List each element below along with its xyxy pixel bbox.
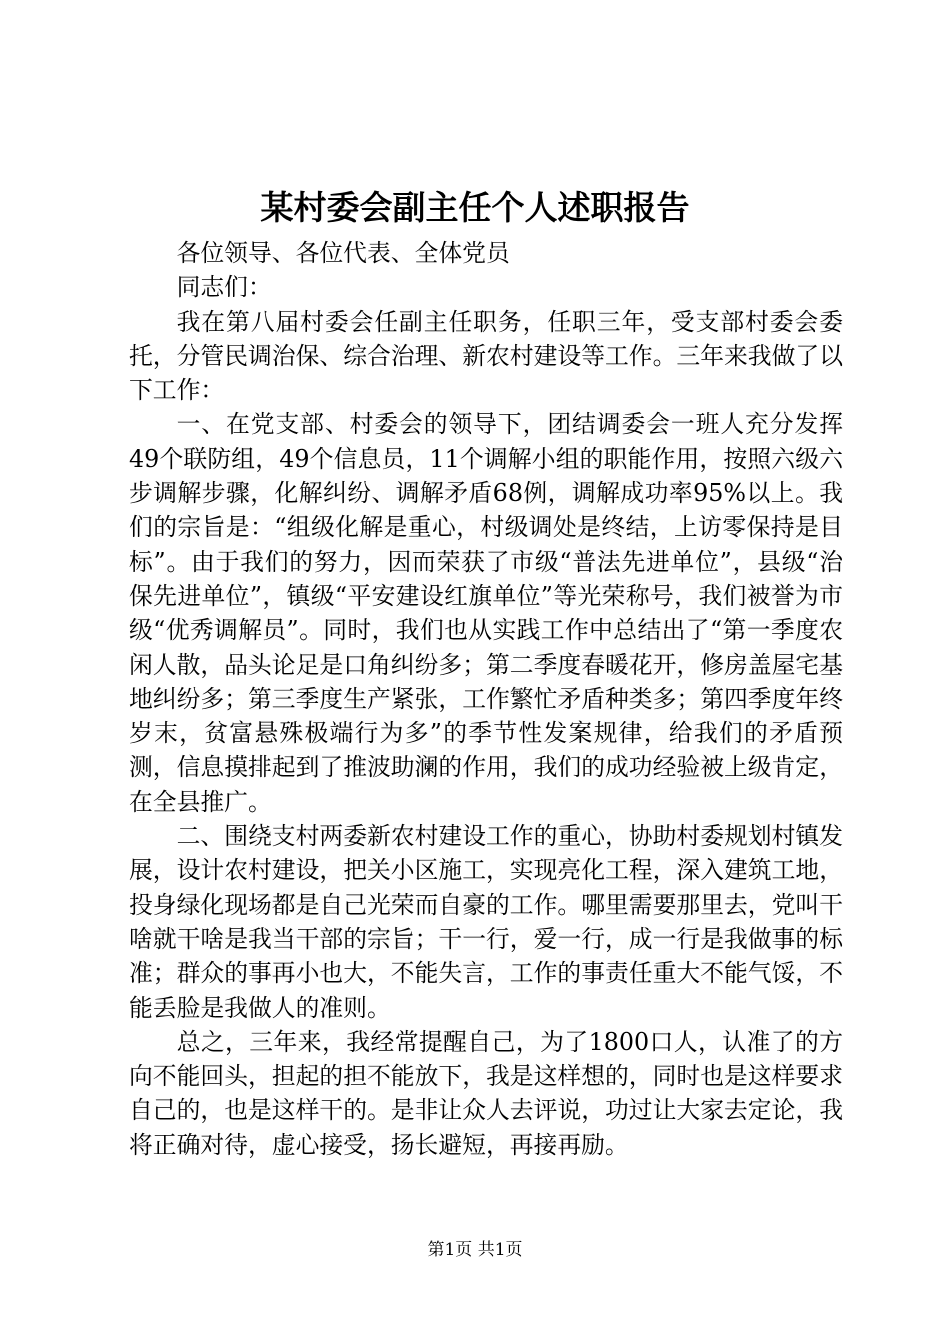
page-footer: 第1页 共1页 bbox=[427, 1240, 523, 1260]
document-body bbox=[129, 236, 843, 1162]
document-title: 某村委会副主任个人述职报告 bbox=[260, 188, 690, 227]
paragraph-construction: 二、围绕支村两委新农村建设工作的重心，协助村委规划村镇发展，设计农村建设，把关小区施工，实现亮化工程，深入建筑工地，投身绿化现场都是自己光荣而自豪的工作。哪里需要那里去，党叫干啥就干啥是我当干部的宗旨；干一行，爱一行，成一行是我做事的标准；群众的事再小也大，不能失言，工作的事责任重大不能气馁，不能丢脸是我做人的准则。 bbox=[129, 822, 843, 1022]
paragraph-summary: 总之，三年来，我经常提醒自己，为了1800口人，认准了的方向不能回头，担起的担不能放下，我是这样想的，同时也是这样要求自己的，也是这样干的。是非让众人去评说，功过让大家去定论，我将正确对待，虚心接受，扬长避短，再接再励。 bbox=[129, 1027, 843, 1159]
paragraph-intro: 我在第八届村委会任副主任职务，任职三年，受支部村委会委托，分管民调治保、综合治理、新农村建设等工作。三年来我做了以下工作： bbox=[129, 307, 843, 405]
paragraph-mediation: 一、在党支部、村委会的领导下，团结调委会一班人充分发挥49个联防组，49个信息员，11个调解小组的职能作用，按照六级六步调解步骤，化解纠纷、调解矛盾68例，调解成功率95%以上。我们的宗旨是：“组级化解是重心，村级调处是终结，上访零保持是目标”。由于我们的努力，因而荣获了市级“普法先进单位”，县级“治保先进单位”，镇级“平安建设红旗单位”等光荣称号，我们被誉为市级“优秀调解员”。同时，我们也从实践工作中总结出了“第一季度农闲人散，品头论足是口角纠纷多；第二季度春暖花开，修房盖屋宅基地纠纷多；第三季度生产紧张，工作繁忙矛盾种类多；第四季度年终岁末，贫富悬殊极端行为多”的季节性发案规律，给我们的矛盾预测，信息摸排起到了推波助澜的作用，我们的成功经验被上级肯定，在全县推广。 bbox=[129, 410, 843, 816]
salutation-line: 各位领导、各位代表、全体党员 bbox=[176, 239, 510, 267]
salutation-comrades: 同志们： bbox=[176, 273, 272, 302]
